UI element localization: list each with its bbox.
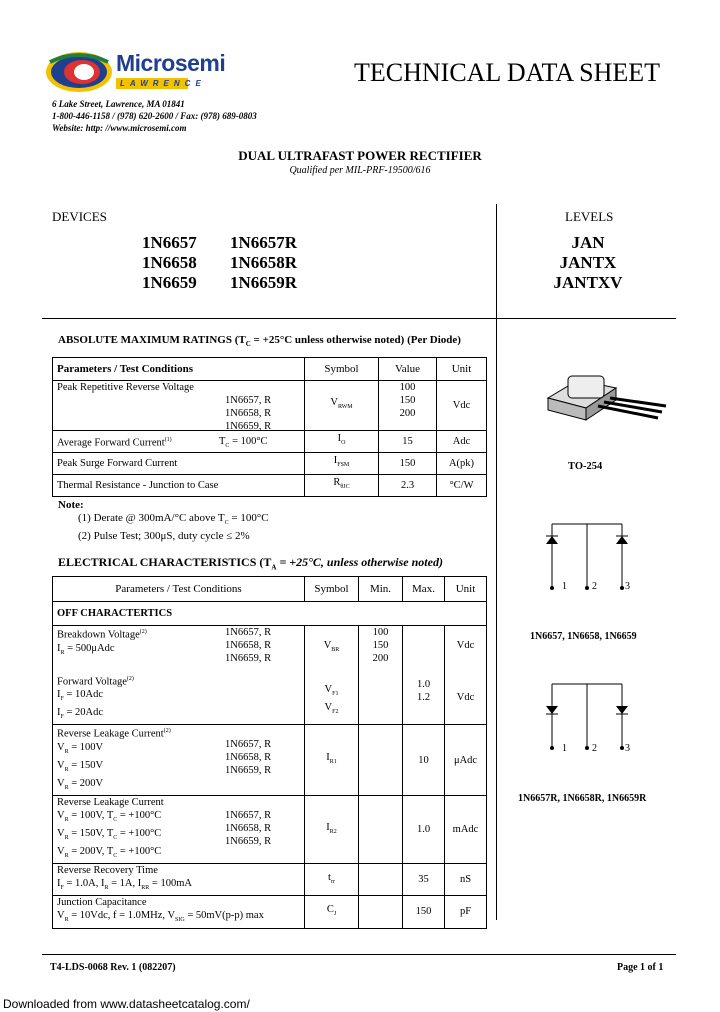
phone-line: 1-800-446-1158 / (978) 620-2600 / Fax: (978) 689-0803: [52, 111, 257, 121]
table-row: [53, 453, 487, 475]
device-part: 1N6659: [142, 273, 197, 292]
cond-sub: RR: [141, 885, 150, 892]
part-label: 1N6659, R: [225, 653, 272, 664]
electrical-table: [52, 576, 487, 929]
note-sub: C: [224, 520, 229, 527]
symbol-sub: θJC: [340, 484, 350, 491]
elec-title-sub: A: [271, 563, 277, 572]
param-label: Breakdown Voltage: [57, 629, 140, 641]
table-row: [53, 431, 487, 453]
table-row: [53, 475, 487, 497]
max-cell: 150: [403, 896, 445, 928]
part-label: 1N6659, R: [225, 836, 272, 848]
symbol-cell: [305, 896, 359, 928]
param-label: Reverse Leakage Current: [57, 728, 164, 740]
cond-rest: = 100°C: [229, 436, 268, 447]
symbol-cell: [305, 864, 359, 896]
symbol-text: V: [330, 397, 338, 409]
min-cell: [359, 725, 403, 796]
part-label: 1N6659, R: [225, 765, 272, 777]
cond-sub: C: [113, 835, 118, 842]
cond-text: I: [57, 707, 61, 719]
param-label: Peak Repetitive Reverse Voltage: [57, 382, 194, 393]
logo-globe-icon: [44, 48, 114, 96]
section-heading: OFF CHARACTERTICS: [53, 602, 487, 626]
min-cell: [359, 864, 403, 896]
symbol-cell: [305, 431, 379, 453]
elec-title-rest: = +25°C, unless otherwise noted): [276, 555, 443, 569]
company-name: Microsemi: [116, 50, 226, 76]
symbol-sub: R2: [329, 828, 337, 835]
cond-rest: = 20Adc: [63, 707, 104, 719]
symbol-cell: [305, 381, 379, 431]
website-line: Website: http: //www.microsemi.com: [52, 123, 187, 133]
download-link[interactable]: Downloaded from www.datasheetcatalog.com/: [3, 997, 250, 1011]
package-image: [538, 368, 668, 448]
unit-text: Vdc: [456, 692, 475, 703]
cond-sub: C: [113, 853, 118, 860]
param-cell: [53, 431, 305, 453]
table-row: [53, 381, 487, 431]
cond-rest: = 150V: [71, 759, 104, 771]
unit-cell: °C/W: [437, 475, 487, 497]
unit-cell: nS: [445, 864, 487, 896]
param-label: Average Forward Current: [57, 437, 165, 449]
param-cell: [53, 381, 305, 431]
symbol-text: I: [326, 821, 330, 833]
symbol-sub: BR: [331, 647, 340, 654]
symbol-sub: RWM: [337, 404, 353, 411]
cond-sub: R: [104, 885, 109, 892]
cond-sub: F: [60, 714, 64, 721]
cond-rest: = 200V: [71, 777, 104, 789]
symbol-sub: R1: [329, 759, 337, 766]
unit-cell: pF: [445, 896, 487, 928]
param-sup: (2): [163, 728, 171, 735]
max-cell: 35: [403, 864, 445, 896]
device-list-reverse: [230, 233, 297, 293]
device-part: 1N6657: [142, 233, 197, 252]
abs-max-title-rest: = +25°C unless otherwise noted) (Per Diode): [250, 334, 461, 346]
cond-text: I: [57, 642, 61, 654]
symbol-text: t: [328, 871, 331, 883]
part-label: 1N6657, R: [225, 627, 272, 638]
cond-sub: R: [64, 766, 69, 773]
param-cell: [53, 864, 305, 896]
symbol-text: I: [333, 455, 338, 467]
division-name: LAWRENCE: [116, 78, 188, 89]
value-text: 200: [399, 408, 416, 419]
cond-sub: C: [225, 443, 230, 450]
abs-max-table: [52, 357, 487, 497]
value-text: 150: [399, 395, 416, 406]
value-cell: 15: [379, 431, 437, 453]
value-text: 200: [372, 653, 389, 664]
cond-sub: C: [113, 817, 118, 824]
table-header: Min.: [359, 577, 403, 602]
cond-text: T: [219, 436, 226, 447]
value-text: 1.2: [416, 692, 431, 703]
symbol-text: I: [326, 752, 330, 764]
param-label: Reverse Leakage Current: [57, 797, 164, 809]
cond-rest: = 50mV(p-p) max: [184, 910, 264, 922]
table-header-row: [53, 577, 487, 602]
schematic-reverse: [530, 680, 650, 760]
cond-text: V: [57, 910, 65, 922]
qualification-line: Qualified per MIL-PRF-19500/616: [289, 165, 431, 176]
value-text: 1.0: [416, 679, 431, 690]
cond-rest: = 1.0A, I: [63, 878, 105, 890]
abs-max-title: [58, 334, 461, 348]
page-title: TECHNICAL DATA SHEET: [354, 58, 661, 87]
address-line: 6 Lake Street, Lawrence, MA 01841: [52, 99, 185, 109]
table-header: Max.: [403, 577, 445, 602]
table-row: [53, 896, 487, 928]
address-block: [52, 98, 257, 134]
level-item: JANTX: [559, 253, 617, 272]
symbol-text: C: [326, 903, 334, 915]
value-text: 150: [372, 640, 389, 651]
param-cell: [53, 796, 305, 864]
table-header: Parameters / Test Conditions: [53, 577, 305, 602]
note-text: (1) Derate @ 300mA/°C above T: [78, 512, 225, 524]
cond-rest: = 100mA: [149, 878, 192, 890]
note-item: [58, 512, 269, 530]
part-label: 1N6658, R: [225, 752, 272, 764]
cond-text: V: [57, 777, 65, 789]
pin-label: 3: [625, 743, 630, 754]
cond-sub: F: [60, 696, 64, 703]
level-item: JANTXV: [553, 273, 623, 292]
symbol-text: R: [333, 477, 341, 489]
unit-text: Vdc: [456, 640, 475, 651]
unit-cell: μAdc: [445, 725, 487, 796]
unit-cell: [445, 626, 487, 725]
elec-title: [58, 555, 443, 571]
param-cell: Peak Surge Forward Current: [53, 453, 305, 475]
value-text: 100: [372, 627, 389, 638]
cond-text: I: [57, 689, 61, 701]
symbol-sub: O: [341, 440, 346, 447]
pin-label: 2: [592, 743, 597, 754]
cond-rest: = 200V, T: [71, 846, 114, 858]
pin-label: 3: [625, 581, 630, 592]
table-header: Symbol: [305, 358, 379, 381]
notes-title: Note:: [58, 499, 84, 511]
footer-rule: [42, 954, 676, 955]
table-header: Value: [379, 358, 437, 381]
part-label: 1N6657, R: [225, 810, 272, 822]
table-header-row: [53, 358, 487, 381]
cond-sub: R: [64, 917, 69, 924]
pin-labels: [562, 743, 630, 754]
cond-text: I: [57, 878, 61, 890]
abs-max-title-text: ABSOLUTE MAXIMUM RATINGS (T: [58, 334, 246, 346]
part-label: 1N6657, R: [225, 739, 272, 751]
symbol-text: V: [323, 640, 332, 651]
param-label: Forward Voltage: [57, 676, 127, 688]
param-label: Reverse Recovery Time: [57, 865, 158, 877]
value-cell: 2.3: [379, 475, 437, 497]
cond-sub: SIG: [175, 917, 185, 924]
symbol-cell: [305, 626, 359, 725]
package-label: TO-254: [568, 461, 603, 472]
cond-sub: R: [64, 853, 69, 860]
cond-sub: R: [64, 785, 69, 792]
symbol-cell: [305, 453, 379, 475]
symbol-sub: FSM: [337, 462, 350, 469]
unit-cell: A(pk): [437, 453, 487, 475]
cond-rest: = +100°C: [117, 810, 162, 822]
symbol-text: V: [324, 702, 333, 714]
vertical-divider: [496, 204, 497, 920]
diagram-caption: 1N6657, 1N6658, 1N6659: [530, 631, 637, 642]
notes-block: [58, 499, 269, 543]
cond-text: V: [57, 810, 65, 822]
unit-cell: mAdc: [445, 796, 487, 864]
page-number: Page 1 of 1: [617, 962, 664, 973]
device-part: 1N6658: [142, 253, 197, 272]
cond-text: V: [57, 846, 65, 858]
param-sup: (2): [139, 629, 147, 635]
value-cell: [379, 381, 437, 431]
param-label: Junction Capacitance: [57, 897, 147, 909]
symbol-sub: J: [333, 911, 337, 918]
device-part: 1N6658R: [230, 253, 298, 272]
part-label: 1N6659, R: [225, 421, 272, 432]
max-cell: [403, 626, 445, 725]
cond-rest: = +100°C: [117, 846, 162, 858]
pin-label: 1: [562, 581, 567, 592]
unit-cell: Vdc: [437, 381, 487, 431]
table-row: [53, 864, 487, 896]
section-row: [53, 602, 487, 626]
part-label: 1N6658, R: [225, 823, 272, 835]
cond-rest: = 1A, I: [108, 878, 142, 890]
abs-max-title-sub: C: [245, 340, 251, 349]
device-part: 1N6659R: [230, 273, 298, 292]
company-logo: [44, 48, 226, 96]
min-cell: [359, 626, 403, 725]
schematic-standard: [530, 520, 650, 600]
symbol-sub: F1: [332, 691, 339, 698]
cond-text: V: [57, 759, 65, 771]
elec-title-text: ELECTRICAL CHARACTERISTICS (T: [58, 555, 272, 569]
cond-rest: = 100V, T: [71, 810, 114, 822]
param-cell: Thermal Resistance - Junction to Case: [53, 475, 305, 497]
diagram-caption: 1N6657R, 1N6658R, 1N6659R: [518, 793, 647, 804]
param-cell: [53, 626, 305, 725]
max-cell: 10: [403, 725, 445, 796]
levels-list: [500, 233, 676, 293]
param-sup: (1): [164, 436, 172, 443]
value-cell: 150: [379, 453, 437, 475]
part-label: 1N6657, R: [225, 395, 272, 406]
symbol-text: I: [337, 433, 342, 445]
value-text: 100: [399, 382, 416, 393]
cond-sub: R: [64, 835, 69, 842]
param-sup: (2): [126, 675, 134, 682]
symbol-sub: rr: [330, 878, 335, 885]
symbol-cell: [305, 796, 359, 864]
symbol-sub: F2: [332, 709, 339, 716]
table-header: Unit: [445, 577, 487, 602]
level-item: JAN: [571, 233, 605, 252]
table-row: [53, 796, 487, 864]
min-cell: [359, 796, 403, 864]
device-part: 1N6657R: [230, 233, 298, 252]
pin-label: 1: [562, 743, 567, 754]
table-header: Parameters / Test Conditions: [53, 358, 305, 381]
table-row: [53, 725, 487, 796]
cond-text: V: [57, 741, 65, 753]
symbol-cell: [305, 725, 359, 796]
product-title: DUAL ULTRAFAST POWER RECTIFIER: [238, 148, 482, 163]
symbol-cell: [305, 475, 379, 497]
levels-heading: LEVELS: [565, 209, 614, 224]
symbol-text: V: [324, 684, 333, 696]
table-row: [53, 626, 487, 725]
part-label: 1N6658, R: [225, 640, 272, 651]
unit-cell: Adc: [437, 431, 487, 453]
cond-sub: R: [64, 817, 69, 824]
devices-heading: DEVICES: [52, 209, 107, 224]
cond-text: V: [57, 828, 65, 840]
cond-rest: = 500μAdc: [64, 642, 115, 654]
device-list-standard: [142, 233, 197, 293]
param-cell: [53, 725, 305, 796]
note-item: (2) Pulse Test; 300μS, duty cycle ≤ 2%: [78, 530, 250, 543]
pin-labels: [562, 581, 630, 592]
horizontal-divider: [42, 318, 676, 319]
cond-sub: F: [60, 885, 64, 892]
cond-rest: = 10Adc: [63, 689, 104, 701]
param-cell: [53, 896, 305, 928]
table-header: Unit: [437, 358, 487, 381]
cond-rest: = 150V, T: [71, 828, 114, 840]
cond-sub: R: [60, 649, 65, 656]
min-cell: [359, 896, 403, 928]
cond-rest: = 100V: [71, 741, 104, 753]
doc-number: T4-LDS-0068 Rev. 1 (082207): [50, 962, 176, 973]
cond-rest: = +100°C: [117, 828, 162, 840]
table-header: Symbol: [305, 577, 359, 602]
part-label: 1N6658, R: [225, 408, 272, 419]
max-cell: 1.0: [403, 796, 445, 864]
cond-rest: = 10Vdc, f = 1.0MHz, V: [68, 910, 176, 922]
note-rest: = 100°C: [228, 512, 269, 524]
cond-sub: R: [64, 748, 69, 755]
pin-label: 2: [592, 581, 597, 592]
